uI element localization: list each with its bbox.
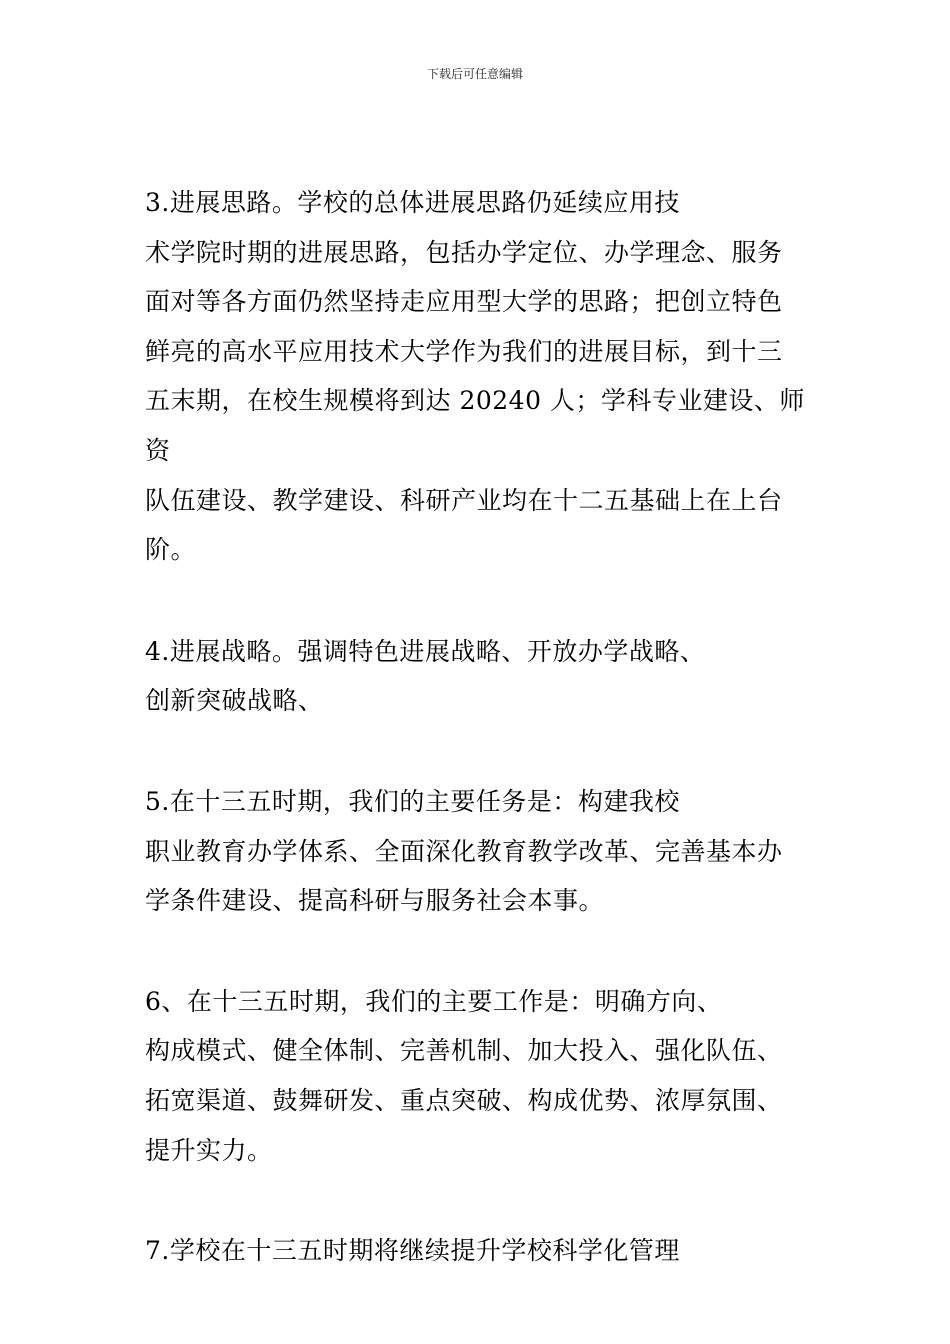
- paragraph-development-strategy: 4.进展战略。强调特色进展战略、开放办学战略、 创新突破战略、: [145, 636, 706, 716]
- document-body: [145, 178, 825, 1276]
- paragraph-management: 7.学校在十三五时期将继续提升学校科学化管理: [145, 1236, 680, 1266]
- paragraph-main-tasks: 5.在十三五时期，我们的主要任务是：构建我校 职业教育办学体系、全面深化教育教学改革、完善基本办 学条件建设、提高科研与服务社会本事。: [145, 786, 783, 916]
- paragraph-development-ideas: 3.进展思路。学校的总体进展思路仍延续应用技 术学院时期的进展思路，包括办学定位、办学理念、服务 面对等各方面仍然坚持走应用型大学的思路；把创立特色 鲜亮的高水平应用技术大学作为我们的进展目标，到十三 五末期，在校生规模将到达 20240 人；学科专业建设、师资 队伍建设、教学建设、科研产业均在十二五基础上在上台 阶。: [145, 188, 805, 565]
- page-header: 下载后可任意编辑: [426, 67, 523, 81]
- paragraph-main-work: 6、在十三五时期，我们的主要工作是：明确方向、 构成模式、健全体制、完善机制、加大投入、强化队伍、 拓宽渠道、鼓舞研发、重点突破、构成优势、浓厚氛围、 提升实力。: [145, 986, 783, 1165]
